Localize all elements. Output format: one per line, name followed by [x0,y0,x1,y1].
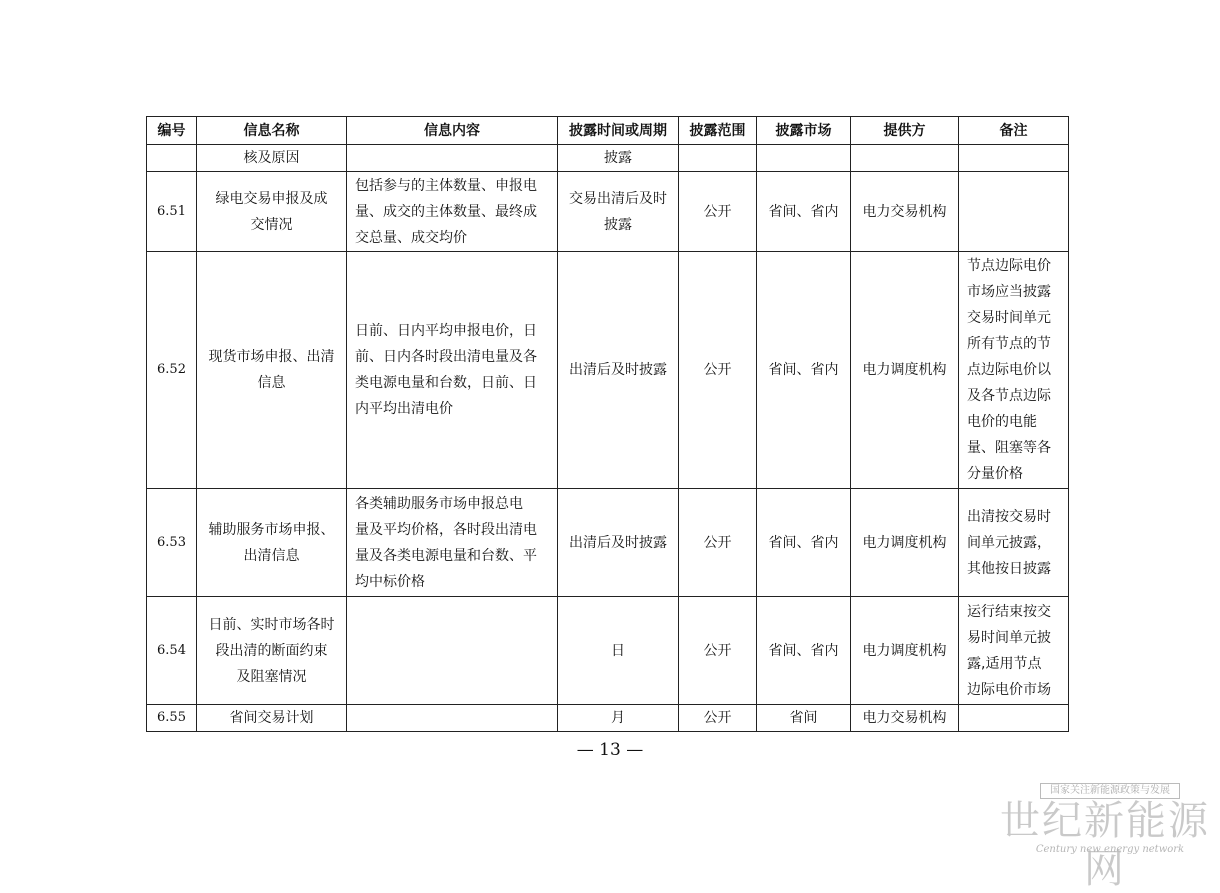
row-time: 披露 [558,145,679,172]
disclosure-table [146,116,1069,732]
row-provider: 电力交易机构 [851,172,959,252]
row-time: 出清后及时披露 [569,534,667,551]
row-note [959,145,1069,172]
row-content: 包括参与的主体数量、申报电 量、成交的主体数量、最终成 交总量、成交均价 [355,177,537,246]
row-market: 省间、省内 [757,252,851,489]
row-scope: 公开 [679,489,757,597]
row-time: 交易出清后及时 披露 [569,190,667,233]
row-name: 核及原因 [197,145,347,172]
row-name: 辅助服务市场申报、 出清信息 [208,521,335,564]
row-market: 省间、省内 [757,489,851,597]
table-row [147,489,1069,597]
row-market: 省间 [757,705,851,732]
row-id [147,145,197,172]
row-scope: 公开 [679,705,757,732]
row-name: 省间交易计划 [197,705,347,732]
row-note: 出清按交易时 间单元披露， 其他按日披露 [967,508,1051,577]
header-market: 披露市场 [757,117,851,145]
row-id: 6.52 [147,252,197,489]
table-row [147,145,1069,172]
header-note: 备注 [959,117,1069,145]
row-content: 日前、日内平均申报电价，日 前、日内各时段出清电量及各 类电源电量和台数，日前、日 内平均出清电价 [355,323,537,417]
watermark-tagline: 国家关注新能源政策与发展 [1040,783,1180,799]
row-scope: 公开 [679,597,757,705]
row-time: 日 [611,642,625,659]
row-name: 日前、实时市场各时 段出清的断面约束 及阻塞情况 [208,616,335,685]
row-provider: 电力调度机构 [851,252,959,489]
row-provider: 电力调度机构 [851,489,959,597]
row-time: 出清后及时披露 [569,362,667,378]
table-row [147,705,1069,732]
table-row [147,172,1069,252]
row-id: 6.54 [147,597,197,705]
watermark-logo: 世纪新能源网 [1000,798,1210,892]
row-provider: 电力交易机构 [851,705,959,732]
row-market: 省间、省内 [757,597,851,705]
table-row [147,252,1069,489]
row-provider: 电力调度机构 [851,597,959,705]
header-name: 信息名称 [197,117,347,145]
table-row [147,597,1069,705]
watermark-subtitle: Century new energy network [1035,844,1185,855]
table-header-row [147,117,1069,145]
row-time: 月 [558,705,679,732]
row-note: 运行结束按交 易时间单元披 露,适用节点 边际电价市场 [967,603,1051,698]
row-content [347,145,558,172]
header-id: 编号 [147,117,197,145]
header-content: 信息内容 [347,117,558,145]
row-market [757,145,851,172]
row-note [959,705,1069,732]
row-market: 省间、省内 [757,172,851,252]
row-note: 节点边际电价 市场应当披露 交易时间单元 所有节点的节 点边际电价以 及各节点边际 电价的电能 量、阻塞等各 分量价格 [967,258,1051,482]
row-scope: 公开 [679,252,757,489]
row-scope [679,145,757,172]
row-id: 6.53 [147,489,197,597]
row-scope: 公开 [679,172,757,252]
page-number: — 13 — [576,740,644,760]
row-id: 6.51 [147,172,197,252]
header-scope: 披露范围 [679,117,757,145]
row-id: 6.55 [147,705,197,732]
row-provider [851,145,959,172]
row-name: 绿电交易申报及成 交情况 [215,190,328,233]
row-name: 现货市场申报、出清 信息 [208,349,335,391]
row-content [347,705,558,732]
header-time: 披露时间或周期 [558,117,679,145]
header-provider: 提供方 [851,117,959,145]
row-content: 各类辅助服务市场申报总电 量及平均价格，各时段出清电 量及各类电源电量和台数、平 均中标价格 [355,495,537,590]
